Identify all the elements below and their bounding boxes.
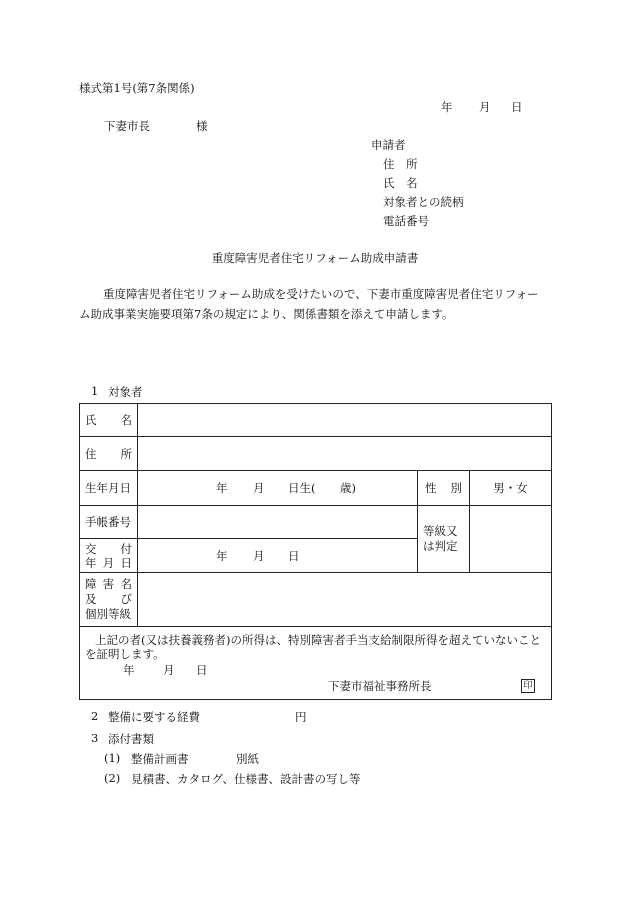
section1-number: 1 — [91, 384, 99, 398]
issue-year: 年 — [216, 548, 228, 563]
date-month: 月 — [479, 100, 491, 114]
applicant-relation-label: 対象者との続柄 — [383, 195, 464, 209]
disability-value-cell[interactable] — [138, 573, 552, 627]
cert-month: 月 — [163, 662, 175, 677]
row-birth — [80, 471, 552, 506]
attachment-1-text: 整備計画書 — [131, 752, 189, 766]
intro-line-2: ム助成事業実施要項第7条の規定により、関係書類を添えて申請します。 — [79, 307, 454, 321]
attachment-1-note: 別紙 — [236, 752, 259, 766]
certification-text: 上記の者(又は扶養義務者)の所得は、特別障害者手当支給制限所得を超えていないことを証明します。 — [85, 632, 541, 661]
birth-month: 月 — [253, 481, 265, 495]
row-handbook — [80, 506, 552, 539]
grade-label-1: 等級又 — [423, 524, 458, 538]
seal-mark: 印 — [521, 679, 535, 693]
attachment-2-text: 見積書、カタログ、仕様書、設計書の写し等 — [131, 772, 361, 786]
row-certification — [80, 627, 552, 700]
issue-day: 日 — [288, 548, 300, 563]
addressee-suffix: 様 — [196, 119, 208, 133]
certification-cell — [80, 627, 552, 700]
addressee-name: 下妻市長 — [104, 119, 150, 133]
row-disability — [80, 573, 552, 627]
disability-label-cell: 障 害 名 及 び 個別等級 — [80, 573, 138, 627]
issue-month: 月 — [253, 548, 265, 563]
sex-value[interactable]: 男・女 — [470, 471, 552, 506]
attachment-1-number: (1) — [104, 751, 121, 765]
section2-label: 整備に要する経費 — [108, 710, 200, 724]
cert-day: 日 — [196, 662, 208, 677]
birth-age: 歳) — [340, 481, 356, 495]
section2-number: 2 — [91, 709, 99, 723]
document-title: 重度障害児者住宅リフォーム助成申請書 — [211, 251, 419, 265]
address-value-cell[interactable] — [138, 437, 552, 471]
grade-label-2: は判定 — [423, 539, 458, 553]
sex-label-cell: 性 別 — [418, 471, 470, 506]
section3-label: 添付書類 — [108, 732, 154, 746]
section2-unit: 円 — [295, 710, 307, 724]
birth-value-cell[interactable] — [138, 471, 418, 506]
cert-official: 下妻市福祉事務所長 — [328, 678, 432, 693]
attachment-2-number: (2) — [104, 771, 121, 785]
grade-value-cell[interactable] — [470, 506, 552, 573]
grade-label-cell — [418, 506, 470, 573]
date-day: 日 — [511, 100, 523, 114]
applicant-name-label: 氏 名 — [383, 176, 418, 190]
form-number: 様式第1号(第7条関係) — [79, 81, 195, 95]
issue-value-cell[interactable] — [138, 539, 418, 573]
applicant-heading: 申請者 — [371, 138, 406, 152]
issue-label-cell: 交 付 年 月 日 — [80, 539, 138, 573]
row-name — [80, 404, 552, 437]
applicant-phone-label: 電話番号 — [383, 214, 429, 228]
birth-label: 生年月日 — [80, 471, 138, 506]
handbook-value-cell[interactable] — [138, 506, 418, 539]
applicant-block — [371, 136, 464, 231]
cert-year: 年 — [123, 662, 135, 677]
date-year: 年 — [441, 100, 453, 114]
name-label-cell: 氏 名 — [80, 404, 138, 437]
subject-table — [79, 403, 552, 700]
address-label-cell: 住 所 — [80, 437, 138, 471]
intro-line-1: 重度障害児者住宅リフォーム助成を受けたいので、下妻市重度障害児者住宅リフォー — [103, 287, 539, 301]
handbook-label: 手帳番号 — [80, 506, 138, 539]
row-address — [80, 437, 552, 471]
section3-number: 3 — [91, 731, 99, 745]
name-value-cell[interactable] — [138, 404, 552, 437]
birth-year: 年 — [216, 481, 228, 495]
applicant-address-label: 住 所 — [383, 157, 418, 171]
section1-label: 対象者 — [108, 385, 143, 399]
birth-day: 日生( — [288, 481, 316, 495]
